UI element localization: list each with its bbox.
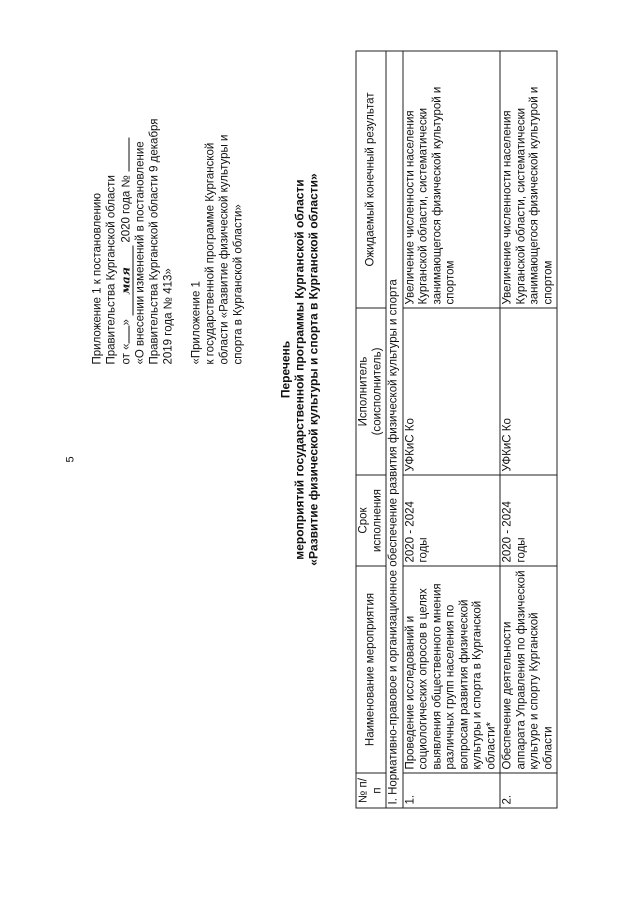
handwritten-month: мая bbox=[119, 246, 134, 316]
appendix-line-6: 2019 года № 413» bbox=[162, 268, 175, 365]
date-prefix: от « bbox=[120, 343, 133, 365]
section-row bbox=[386, 51, 403, 808]
date-mid: » bbox=[120, 319, 133, 326]
row-number: 2. bbox=[500, 773, 557, 808]
table-row bbox=[500, 51, 557, 808]
title-line-1: Перечень bbox=[278, 340, 293, 399]
row-result: Увеличение численности населения Курганской области, систематически занимающегося физической культурой и спортом bbox=[500, 51, 557, 308]
header-executor: Исполнитель (соисполнитель) bbox=[356, 308, 386, 475]
header-term: Срок исполнения bbox=[356, 475, 386, 566]
row-name: Обеспечение деятельности аппарата Управления по физической культуре и спорту Курганской области bbox=[500, 566, 557, 773]
row-term: 2020 - 2024 годы bbox=[500, 475, 557, 566]
appendix-line-2: Правительства Курганской области bbox=[105, 175, 118, 365]
date-year: 2020 года № bbox=[120, 175, 133, 243]
section-title: I. Нормативно-правовое и организационное обеспечение развития физической культуры и спорта bbox=[386, 51, 403, 808]
handwritten-number bbox=[129, 138, 130, 172]
table-row bbox=[403, 51, 501, 808]
measures-table bbox=[356, 51, 558, 809]
appendix-line-4: «О внесении изменений в постановление bbox=[134, 141, 147, 365]
rotated-landscape-content bbox=[1, 0, 640, 905]
handwritten-day bbox=[129, 325, 130, 343]
sub-appendix-line-2: к государственной программе Курганской bbox=[204, 142, 217, 365]
document-title bbox=[279, 135, 321, 605]
row-number: 1. bbox=[403, 773, 501, 808]
appendix-line-1: Приложение 1 к постановлению bbox=[91, 193, 104, 365]
appendix-date-line bbox=[119, 45, 134, 365]
appendix-line-5: Правительства Курганской области 9 декабря bbox=[148, 118, 161, 365]
sub-appendix-line-3: области «Развитие физической культуры и bbox=[218, 134, 231, 365]
page-number: 5 bbox=[64, 456, 77, 463]
row-term: 2020 - 2024 годы bbox=[403, 475, 501, 566]
header-number: № п/п bbox=[356, 773, 386, 808]
row-executor: УФКиС Ко bbox=[500, 308, 557, 475]
row-name: Проведение исследований и социологических опросов в целях выявления общественного мнения различных групп населения по вопросам развития физической культуры и спорта в Курганской области* bbox=[403, 566, 501, 773]
title-line-2: мероприятий государственной программы Курганской области bbox=[292, 179, 307, 560]
row-executor: УФКиС Ко bbox=[403, 308, 501, 475]
row-result: Увеличение численности населения Курганской области, систематически занимающегося физической культурой и спортом bbox=[403, 51, 501, 308]
sub-appendix-line-1: «Приложение 1 bbox=[190, 281, 203, 365]
header-name: Наименование мероприятия bbox=[356, 566, 386, 773]
title-line-3: «Развитие физической культуры и спорта в Курганской области» bbox=[306, 173, 321, 566]
header-result: Ожидаемый конечный результат bbox=[356, 51, 386, 308]
table-header-row bbox=[356, 51, 386, 808]
appendix-header bbox=[91, 45, 246, 365]
sub-appendix-line-4: спорта в Курганской области» bbox=[232, 204, 245, 365]
